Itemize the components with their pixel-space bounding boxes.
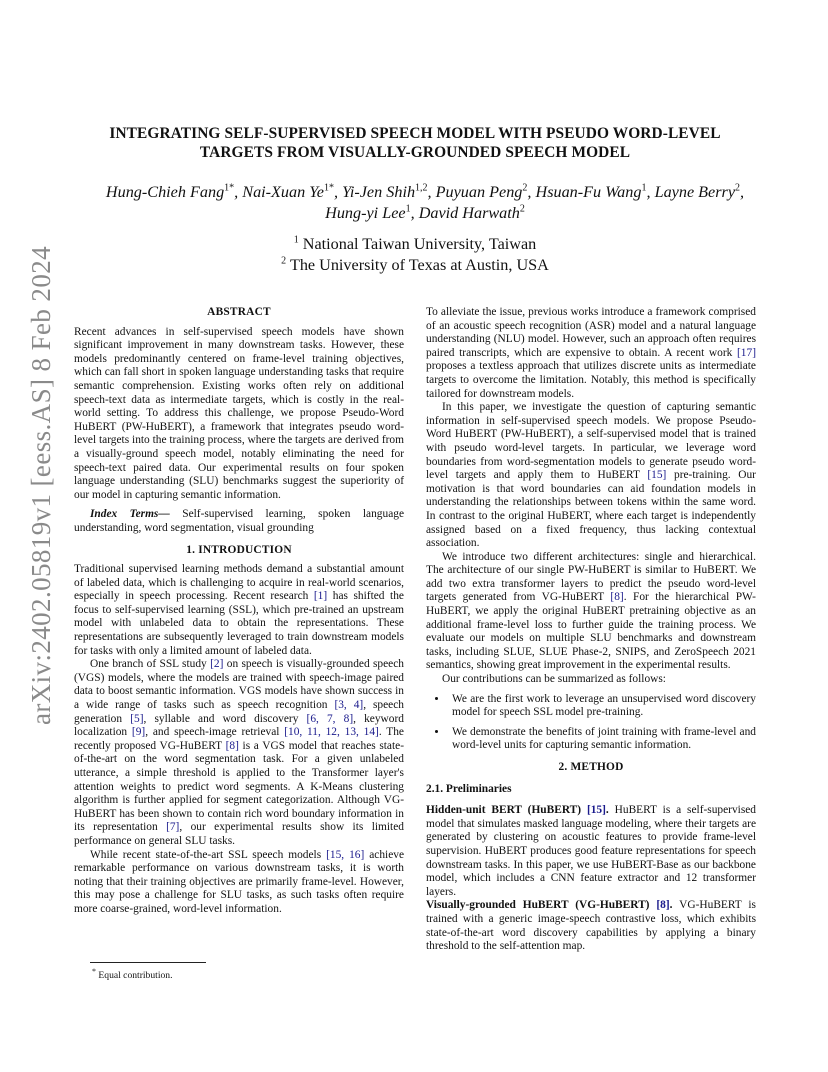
list-item: • We are the first work to leverage an unsupervised word discovery model for speech SSL model pre-training. [448,693,756,720]
author: Hsuan-Fu Wang$^1$, [535,182,655,201]
intro-paragraph-2: One branch of SSL study [2] on speech is visually-grounded speech (VGS) models, where the models are trained with speech-image paired data to boost semantic information. VGS models have shown success in a wide range of tasks such as speech recognition [3, 4], speech generation [5], syllable and word discovery [6, 7, 8], keyword localization [9], and speech-image retrieval [10, 11, 12, 13, 14]. The recently proposed VG-HuBERT [8] is a VGS model that reaches state-of-the-art on the word segmentation task. For a given unlabeled utterance, a simple threshold is applied to the Transformer layer's attention weights to predict word segments. A K-Means clustering algorithm is further applied for segment categorization. Although VG-HuBERT has been shown to contain rich word boundary information in its representation [7], our experimental results show its limited performance on general SLU tasks. [74,658,404,847]
hubert-label: Hidden-unit BERT (HuBERT) [426,804,582,817]
introduction-heading: 1. INTRODUCTION [186,543,292,556]
abstract-heading: ABSTRACT [207,306,271,318]
preliminaries-heading: 2.1. Preliminaries [426,782,512,795]
method-heading: 2. METHOD [558,761,624,773]
author-list [95,182,755,224]
citation-link[interactable]: [3, 4] [334,699,364,712]
vg-hubert-label: Visually-grounded HuBERT (VG-HuBERT) [426,899,650,912]
affiliations [230,234,600,276]
citation-link[interactable]: [1] [313,590,328,603]
right-column [426,306,756,954]
title-line-2: TARGETS FROM VISUALLY-GROUNDED SPEECH MODEL [199,144,631,161]
arxiv-id-text: arXiv:2402.05819v1 [eess.AS] 8 Feb 2024 [26,245,57,725]
index-terms: Index Terms— Self-supervised learning, spoken language understanding, word segmentation, visual grounding [74,508,405,534]
vg-hubert-paragraph: Visually-grounded HuBERT (VG-HuBERT) [8]. VG-HuBERT is trained with a generic image-speech contrastive loss, which exhibits state-of-the-art word discovery capabilities by applying a binary threshold to the self-attention map. [426,899,756,953]
citation-link[interactable]: [7] [166,821,180,834]
right-paragraph-1: To alleviate the issue, previous works introduce a framework comprised of an acoustic speech recognition (ASR) model and a natural language understanding (NLU) model. However, such an approach often requires paired transcripts, which are expensive to obtain. A recent work [17] proposes a textless approach that utilizes discrete units as intermediate targets to overcome the limitation. Notably, this method is specifically tailored for downstream models. [426,306,756,400]
paper-title [90,124,740,162]
right-paragraph-2: In this paper, we investigate the question of capturing semantic information in self-supervised speech models. We propose Pseudo-Word HuBERT (PW-HuBERT), a self-supervised model that is trained with pseudo word-level targets. In particular, we leverage word boundaries from word-segmentation models to generate pseudo word-level targets and apply them to HuBERT [15] pre-training. Our motivation is that word boundaries can aid foundation models in understanding the relationships between tokens within the same word. In contrast to the original HuBERT, where each target is independently assigned based on a fixed frequency, thus lacking contextual association. [426,401,756,550]
author: Hung-yi Lee$^1$, [325,203,419,222]
intro-paragraph-1: Traditional supervised learning methods demand a substantial amount of labeled data, which is challenging to acquire in real-world scenarios, especially in speech processing. Recent research [1] has shifted the focus to self-supervised learning (SSL), which pre-trained an upstream model with unlabeled data to obtain the representations. These representations are subsequently leveraged to train downstream models for tasks with only a limited amount of labeled data. [74,563,404,657]
citation-link[interactable]: [8] [656,899,670,912]
abstract-text: Recent advances in self-supervised speech models have shown significant improvement in many downstream tasks. However, these models predominantly centered on frame-level training objectives, which can fall short in spoken language understanding tasks that require semantic comprehension. Existing works often rely on additional speech-text data as intermediate targets, which is costly in the real-world setting. To address this challenge, we propose Pseudo-Word HuBERT (PW-HuBERT), a framework that integrates pseudo word-level targets into the training process, where the targets are derived from a visually-ground speech model, notably eliminating the need for speech-text paired data. Our experimental results on four spoken language understanding (SLU) benchmarks suggest the superiority of our model in capturing semantic information. [74,325,404,501]
author: Nai-Xuan $Ye^{1*}$, [242,182,343,201]
citation-link[interactable]: [8] [225,739,239,752]
right-paragraph-4: Our contributions can be summarized as follows: [442,673,666,686]
citation-link[interactable]: [15, 16] [326,848,365,861]
citation-link[interactable]: [2] [210,658,224,671]
author: Hung-Chieh Fang$^{1*}$, [105,182,243,201]
citation-link[interactable]: [15] [647,469,667,482]
list-item: • We demonstrate the benefits of joint training with frame-level and word-level units for capturing semantic information. [448,726,756,753]
citation-link[interactable]: [5] [130,712,144,725]
right-paragraph-3: We introduce two different architectures: single and hierarchical. The architecture of our single PW-HuBERT is similar to HuBERT. We add two extra transformer layers to predict the pseudo word-level targets generated from VG-HuBERT [8]. For the hierarchical PW-HuBERT, we apply the original HuBERT pretraining objective as an additional frame-level loss to further guide the training process. We evaluate our models on multiple SLU benchmarks and downstream tasks, including SLUE, SLUE Phase-2, SNIPS, and ZeroSpeech 2021 semantics, showing great improvement in the experimental results. [426,550,756,672]
contributions-list [426,693,756,753]
citation-link[interactable]: [8] [610,591,624,604]
citation-link[interactable]: [10, 11, 12, 13, 14] [284,726,379,739]
citation-link[interactable]: [9] [131,726,146,739]
author: David Harwath$^2$ [418,203,525,222]
author: Yi-Jen Shih$^{1,2}$, [342,182,436,201]
citation-link[interactable]: [15] [586,804,606,817]
footnote: * Equal contribution. [92,967,173,982]
affiliation: $^1$ National Taiwan University, Taiwan [293,234,537,253]
author: Layne Berry$^2$, [654,182,745,201]
footnote-divider [90,962,206,963]
affiliation: $^2$ The University of Texas at Austin, USA [281,255,549,274]
citation-link[interactable]: [6, 7, 8] [306,712,354,725]
author: Puyuan Peng$^2$, [435,182,536,201]
index-terms-label: Index Terms— [90,508,170,521]
hubert-paragraph: Hidden-unit BERT (HuBERT) [15]. HuBERT is a self-supervised model that simulates masked language modeling, where their targets are generated by clustering on acoustic features to provide frame-level supervision. HuBERT produces good feature representations for speech downstream tasks. In this paper, we use HuBERT-Base as our backbone model, which includes a CNN feature extractor and 12 transformer layers. [426,804,757,898]
left-column [74,306,404,917]
intro-paragraph-3: While recent state-of-the-art SSL speech models [15, 16] achieve remarkable performance on various downstream tasks, it is worth noting that their training objectives are primarily frame-level. However, this may pose a challenge for SLU tasks, as such tasks often require more coarse-grained, word-level information. [74,848,404,915]
arxiv-identifier-stamp [22,245,62,725]
citation-link[interactable]: [17] [737,346,756,359]
title-line-1: INTEGRATING SELF-SUPERVISED SPEECH MODEL WITH PSEUDO WORD-LEVEL [109,125,721,142]
